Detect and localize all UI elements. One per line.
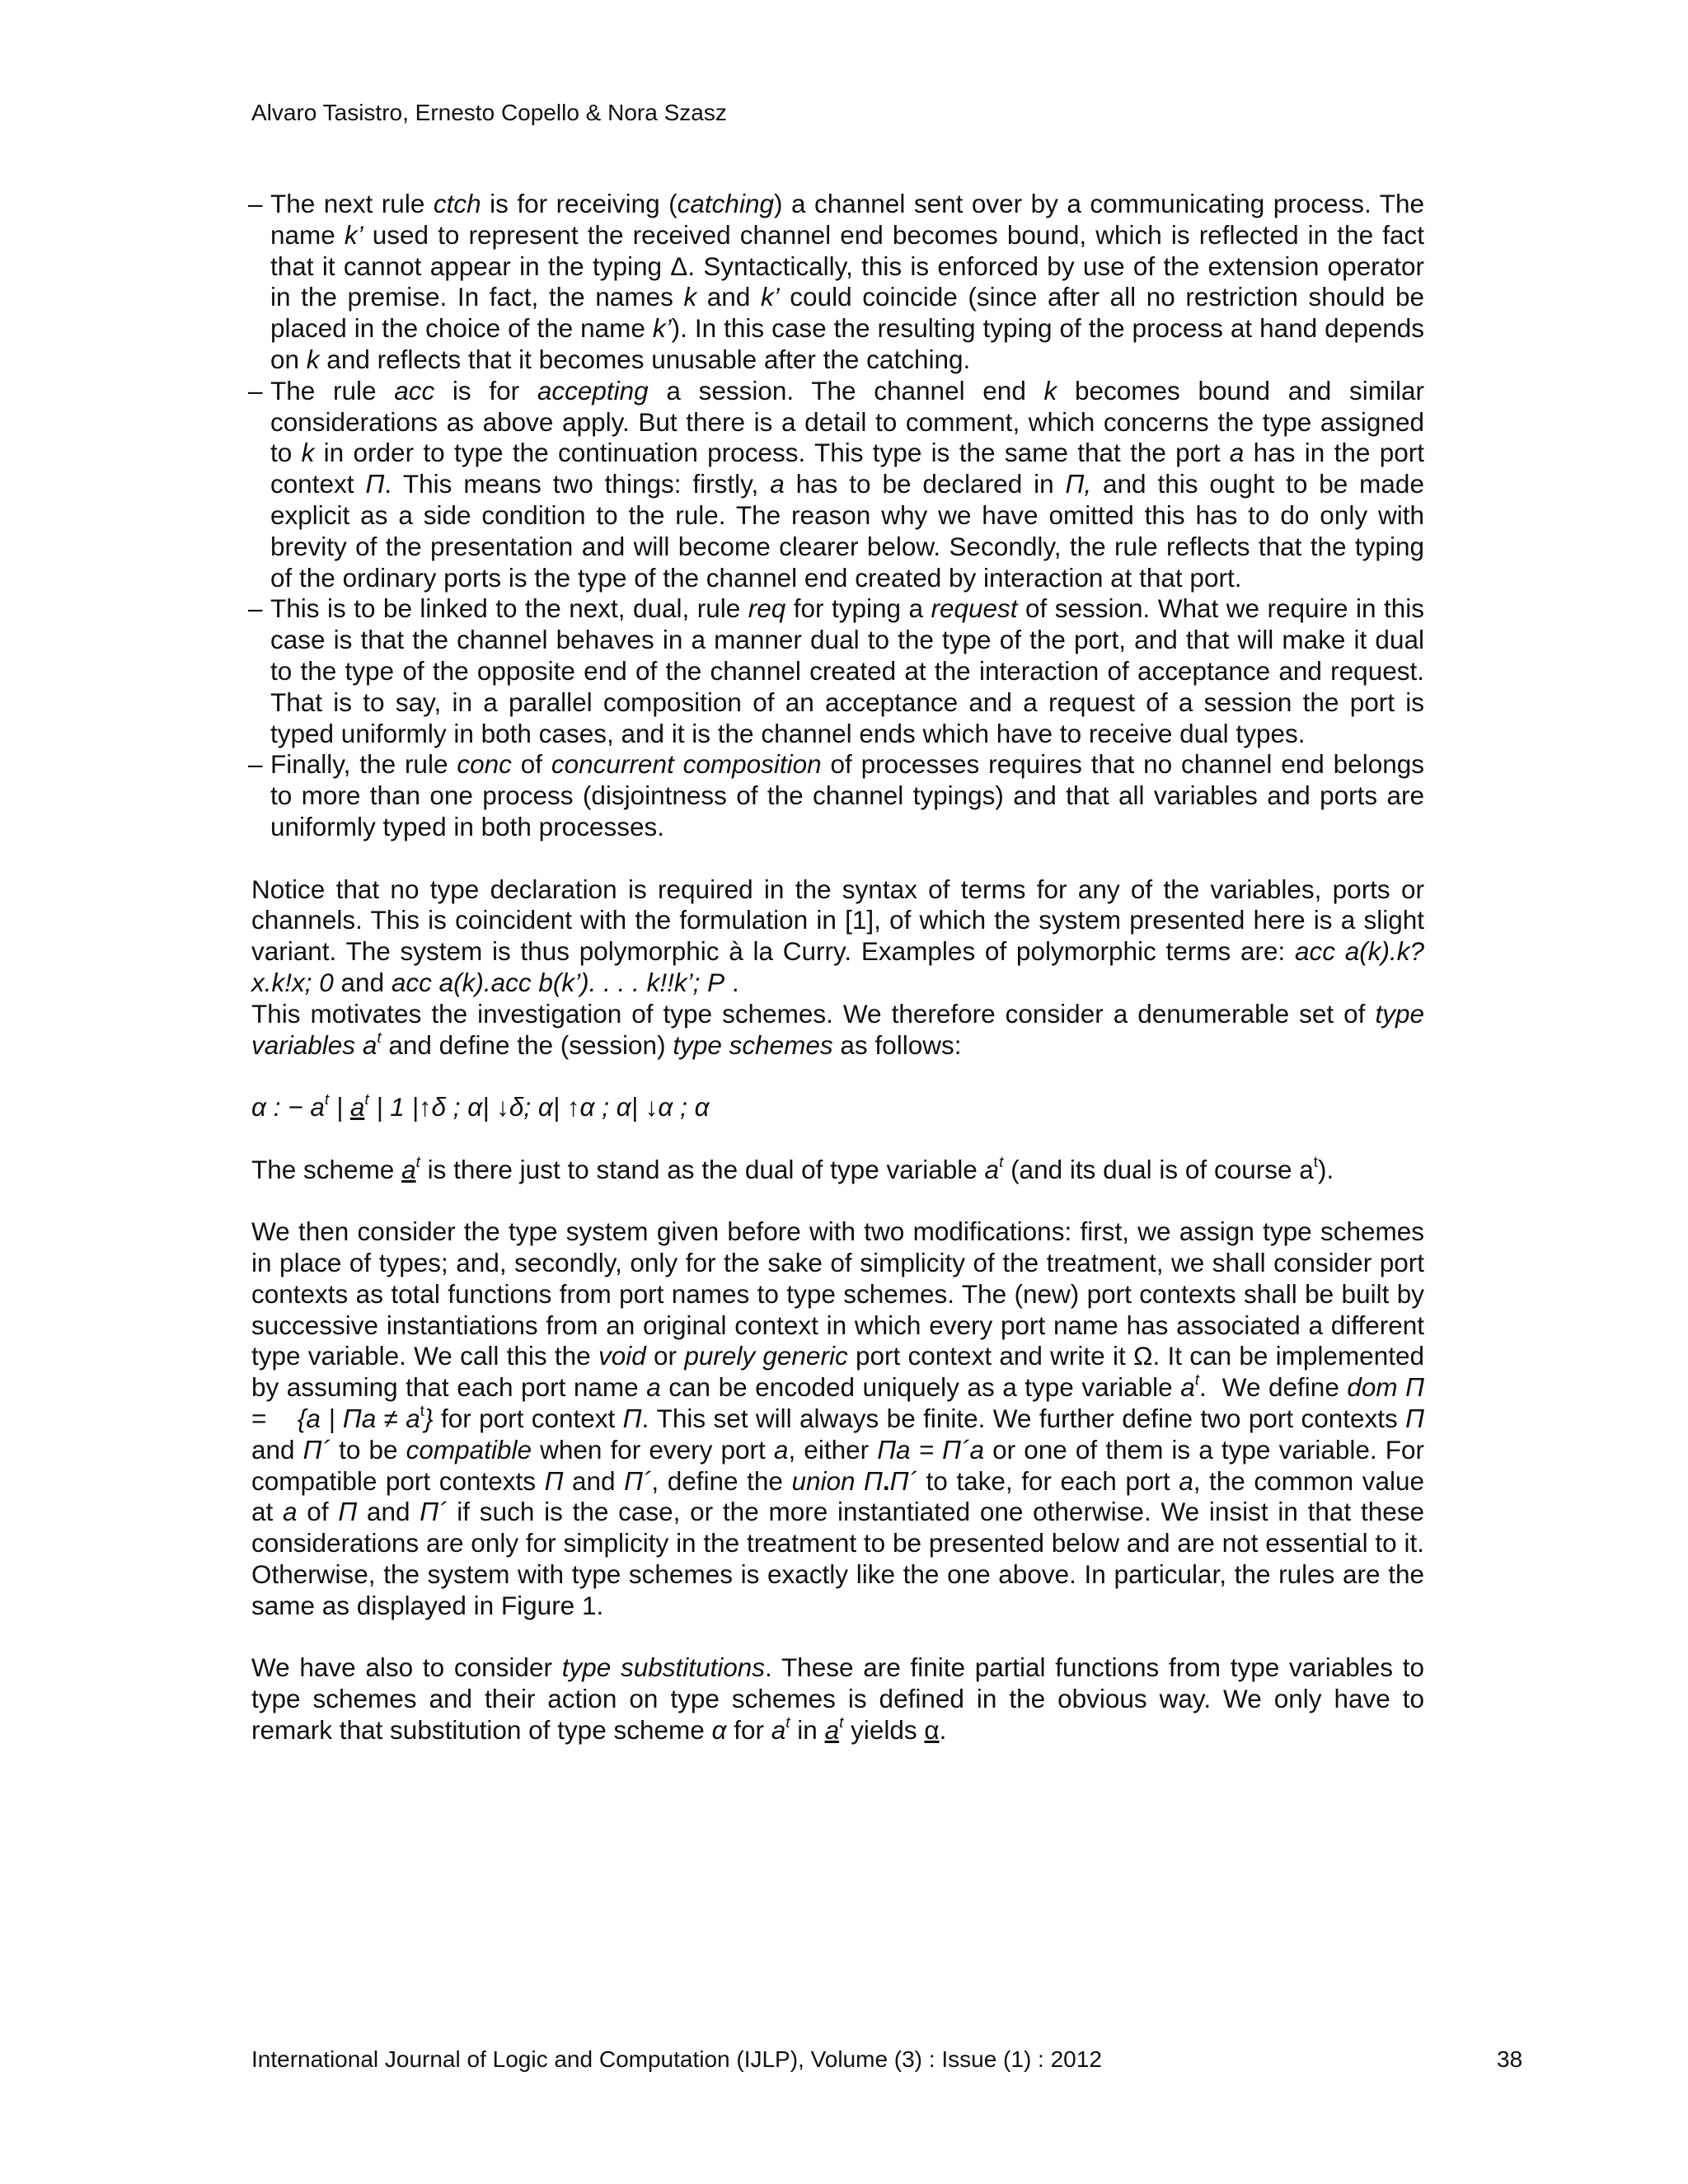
italic-term: a (646, 1372, 661, 1403)
paragraph-gap (251, 1123, 1424, 1155)
paragraph-gap (251, 1622, 1424, 1653)
superscript: t (364, 1090, 369, 1108)
italic-term: request (931, 593, 1018, 624)
bullet-item-acc (248, 375, 1425, 594)
text-span: of (297, 1497, 339, 1527)
text-span: ) a channel sent over by a communicating process. The name (270, 189, 1424, 250)
text-span: . We define (1198, 1372, 1348, 1403)
text-span: a session. The channel end (648, 375, 1044, 405)
italic-term: acc a(k).k?x.k!x; 0 (251, 936, 1424, 997)
italic-term: Π (622, 1404, 642, 1434)
italic-term: k’ (652, 313, 672, 344)
superscript: t (999, 1153, 1004, 1171)
paragraph-gap (251, 1061, 1424, 1092)
italic-term: Π´ (624, 1465, 652, 1496)
paragraph-port-contexts (251, 1216, 1540, 1621)
text-span: to take, for each port (917, 1465, 1179, 1496)
italic-term: k (683, 282, 697, 312)
text-span: to be (331, 1434, 406, 1465)
text-span: . (724, 967, 739, 997)
italic-term: {a | Πa ≠ a (297, 1404, 420, 1434)
superscript: t (1194, 1371, 1199, 1390)
italic-term: a (1229, 438, 1245, 468)
text-span: Finally, the rule (270, 749, 457, 780)
text-span: in order to type the continuation process. This type is the same that the port (314, 438, 1230, 468)
italic-term: Π (338, 1497, 358, 1527)
formula-part: | 1 |↑δ ; α| ↓δ; α| ↑α ; α| ↓α ; α (368, 1092, 710, 1122)
text-span: is for receiving ( (481, 189, 678, 218)
superscript: t (785, 1713, 790, 1732)
superscript: t (420, 1402, 425, 1420)
text-span: ). In this case the resulting typing of the process at hand depends on (270, 313, 1424, 374)
italic-term: } (424, 1404, 434, 1434)
italic-term: a (770, 469, 785, 499)
italic-term: a (773, 1434, 789, 1465)
italic-term: Π (1405, 1404, 1424, 1434)
text-span: yields (843, 1715, 925, 1746)
italic-term: acc (394, 375, 435, 405)
italic-term: void (598, 1341, 646, 1371)
text-span: We have also to consider (251, 1652, 562, 1683)
text-span: and (251, 1434, 303, 1465)
underlined-symbol: α (924, 1715, 940, 1746)
bullet-dash: – (248, 189, 263, 218)
italic-term: req (748, 593, 786, 624)
italic-term: Π´ (302, 1434, 331, 1465)
italic-term: α (711, 1715, 727, 1746)
paragraph-gap (251, 843, 1424, 874)
text-span: as follows: (832, 1029, 962, 1060)
italic-term: concurrent composition (551, 749, 822, 780)
italic-term: compatible (406, 1434, 532, 1465)
bullet-item-conc (248, 749, 1425, 842)
text-span: and reflects that it becomes unusable after the catching. (319, 344, 971, 374)
text-span: is for (434, 375, 537, 405)
text-span: and (357, 1497, 420, 1527)
italic-term: Πa = Π´a (877, 1434, 985, 1465)
italic-term: conc (457, 749, 512, 780)
italic-term: a (771, 1715, 786, 1746)
text-span: and (696, 282, 761, 312)
text-span: port context and write it Ω. It can be implemented by assuming that each port name (251, 1341, 1540, 1403)
text-span: Notice that no type declaration is required in the syntax of terms for any of the variables, ports or channels. This is coincident with the formulation in [1], of which the system presented here is a slight variant. The system is thus polymorphic à la Curry. Examples of polymorphic terms are: (251, 874, 1424, 967)
text-span: or (645, 1341, 685, 1371)
page-body (248, 189, 1540, 1746)
italic-term: purely generic (684, 1341, 848, 1371)
bold-dot: . (882, 1465, 890, 1496)
text-span: ). (1318, 1154, 1334, 1184)
text-span: if such is the case, or the more instantiated one otherwise. We insist in that these considerations are only for simplicity in the treatment to be presented below and are not essential to it. Otherwise, the system with type schemes is exactly like the one above. In particular, the rules are the same as displayed in Figure 1. (251, 1497, 1425, 1620)
text-span: in (790, 1715, 825, 1746)
italic-term: Π´ (889, 1465, 917, 1496)
text-span: , the common value at (251, 1465, 1425, 1527)
text-span: could coincide (since after all no restriction should be placed in the choice of the name (270, 282, 1424, 344)
page-number: 38 (1497, 2046, 1523, 2072)
italic-term: k’ (344, 219, 363, 250)
formula-part: | (329, 1092, 350, 1122)
superscript: t (324, 1090, 330, 1108)
italic-term: Π´ (420, 1497, 448, 1527)
bullet-item-req (248, 593, 1424, 749)
text-span: when for every port (531, 1434, 774, 1465)
italic-term: k (301, 438, 315, 468)
italic-term: k’ (760, 282, 780, 312)
text-span: of processes requires that no channel end belongs to more than one process (disjointness of the channel typings) and that all variables and ports are uniformly typed in both processes. (270, 749, 1425, 841)
italic-term: k (1043, 375, 1057, 405)
text-span: of (511, 749, 551, 780)
paragraph-dual-scheme (251, 1155, 1424, 1186)
italic-term: a (984, 1154, 1000, 1184)
text-span: and (333, 967, 392, 997)
text-span: , either (788, 1434, 878, 1465)
italic-term: union Π (791, 1465, 883, 1496)
text-span: is there just to stand as the dual of type variable (420, 1154, 985, 1184)
text-span: , define the (651, 1465, 792, 1496)
italic-term: acc a(k).acc b(k’). . . . k!!k’; P (391, 967, 725, 997)
text-span: has to be declared in (784, 469, 1066, 499)
superscript: t (839, 1713, 844, 1732)
bullet-dash: – (248, 749, 263, 780)
text-span: . (939, 1715, 947, 1746)
italic-term: dom Π (1347, 1372, 1425, 1403)
paragraph-gap (251, 1186, 1424, 1217)
bullet-dash: – (248, 593, 263, 624)
footer-journal-citation: International Journal of Logic and Computation (IJLP), Volume (3) : Issue (1) : 2012 (251, 2046, 1102, 2072)
underlined-symbol: a (824, 1715, 840, 1746)
text-span: This motivates the investigation of type schemes. We therefore consider a denumerable set of (251, 998, 1376, 1029)
text-span: = (251, 1372, 1432, 1434)
italic-term: a (1180, 1372, 1195, 1403)
text-span: and this ought to be made explicit as a side condition to the rule. The reason why we have omitted this has to do only with brevity of the presentation and will become clearer below. Secondly, the rule reflects that the typing of the ordinary ports is the type of the channel end created by interaction at that port. (270, 469, 1424, 593)
text-span: becomes bound and similar considerations as above apply. But there is a detail to comment, which concerns the type assigned to (270, 375, 1425, 468)
italic-term: catching (677, 189, 774, 218)
paragraph-polymorphism (251, 874, 1424, 999)
running-header-authors: Alvaro Tasistro, Ernesto Copello & Nora Szasz (251, 100, 727, 125)
text-span: for (726, 1715, 771, 1746)
text-span: The next rule (270, 189, 434, 218)
text-span: The scheme (251, 1154, 402, 1184)
italic-term: ctch (433, 189, 481, 218)
italic-term: accepting (537, 375, 649, 405)
underlined-symbol: a (349, 1092, 365, 1122)
text-span: This is to be linked to the next, dual, rule (270, 593, 748, 624)
text-span: The rule (270, 375, 395, 405)
italic-term: type substitutions (561, 1652, 766, 1683)
text-span: . This set will always be finite. We further define two port contexts (641, 1404, 1406, 1434)
text-span: for typing a (785, 593, 931, 624)
text-span: . This means two things: firstly, (384, 469, 771, 499)
text-span: used to represent the received channel end becomes bound, which is reflected in the fact that it cannot appear in the typing Δ. Syntactically, this is enforced by use of the extension operator in the premise. In fact, the names (270, 219, 1424, 312)
text-span: or one of them is a type variable. For compatible port contexts (251, 1434, 1424, 1496)
text-span: for port context (433, 1404, 623, 1434)
text-span: has in the port context (270, 438, 1424, 499)
text-span: and define the (session) (381, 1029, 673, 1060)
paragraph-type-substitutions (251, 1652, 1424, 1746)
superscript: t (377, 1029, 382, 1047)
superscript: t (415, 1153, 420, 1171)
italic-term: a (283, 1497, 298, 1527)
text-span: We then consider the type system given before with two modifications: first, we assign type schemes in place of types; and, secondly, only for the sake of simplicity of the treatment, we shall consider port contexts as total functions from port names to type schemes. The (new) port contexts shall be built by successive instantiations from an original context in which every port name has associated a different type variable. We call this the (251, 1216, 1424, 1371)
formula-part: α : − a (251, 1092, 325, 1122)
italic-term: type variables a (251, 998, 1424, 1060)
bullet-item-ctch (248, 189, 1424, 376)
text-span: can be encoded uniquely as a type variable (660, 1372, 1181, 1403)
italic-term: type schemes (673, 1029, 833, 1060)
italic-term: Π (544, 1465, 564, 1496)
paragraph-type-schemes (251, 999, 1424, 1062)
italic-term: Π (365, 469, 385, 499)
bullet-dash: – (248, 375, 263, 405)
text-span: of session. What we require in this case is that the channel behaves in a manner dual to the type of the port, and that will make it dual to the type of the opposite end of the channel created at the interaction of acceptance and request. That is to say, in a parallel composition of an acceptance and a request of a session the port is typed uniformly in both cases, and it is the channel ends which have to receive dual types. (270, 593, 1424, 748)
text-span: . These are finite partial functions from type variables to type schemes and their action on type schemes is defined in the obvious way. We only have to remark that substitution of type scheme (251, 1652, 1425, 1746)
type-scheme-grammar (251, 1092, 1424, 1123)
text-span: and (563, 1465, 625, 1496)
superscript: t (1313, 1153, 1319, 1171)
text-span: (and its dual is of course a (1003, 1154, 1314, 1184)
underlined-symbol: a (401, 1154, 416, 1184)
italic-term: a (1179, 1465, 1193, 1496)
italic-term: k (306, 344, 320, 374)
italic-term: Π, (1065, 469, 1092, 499)
